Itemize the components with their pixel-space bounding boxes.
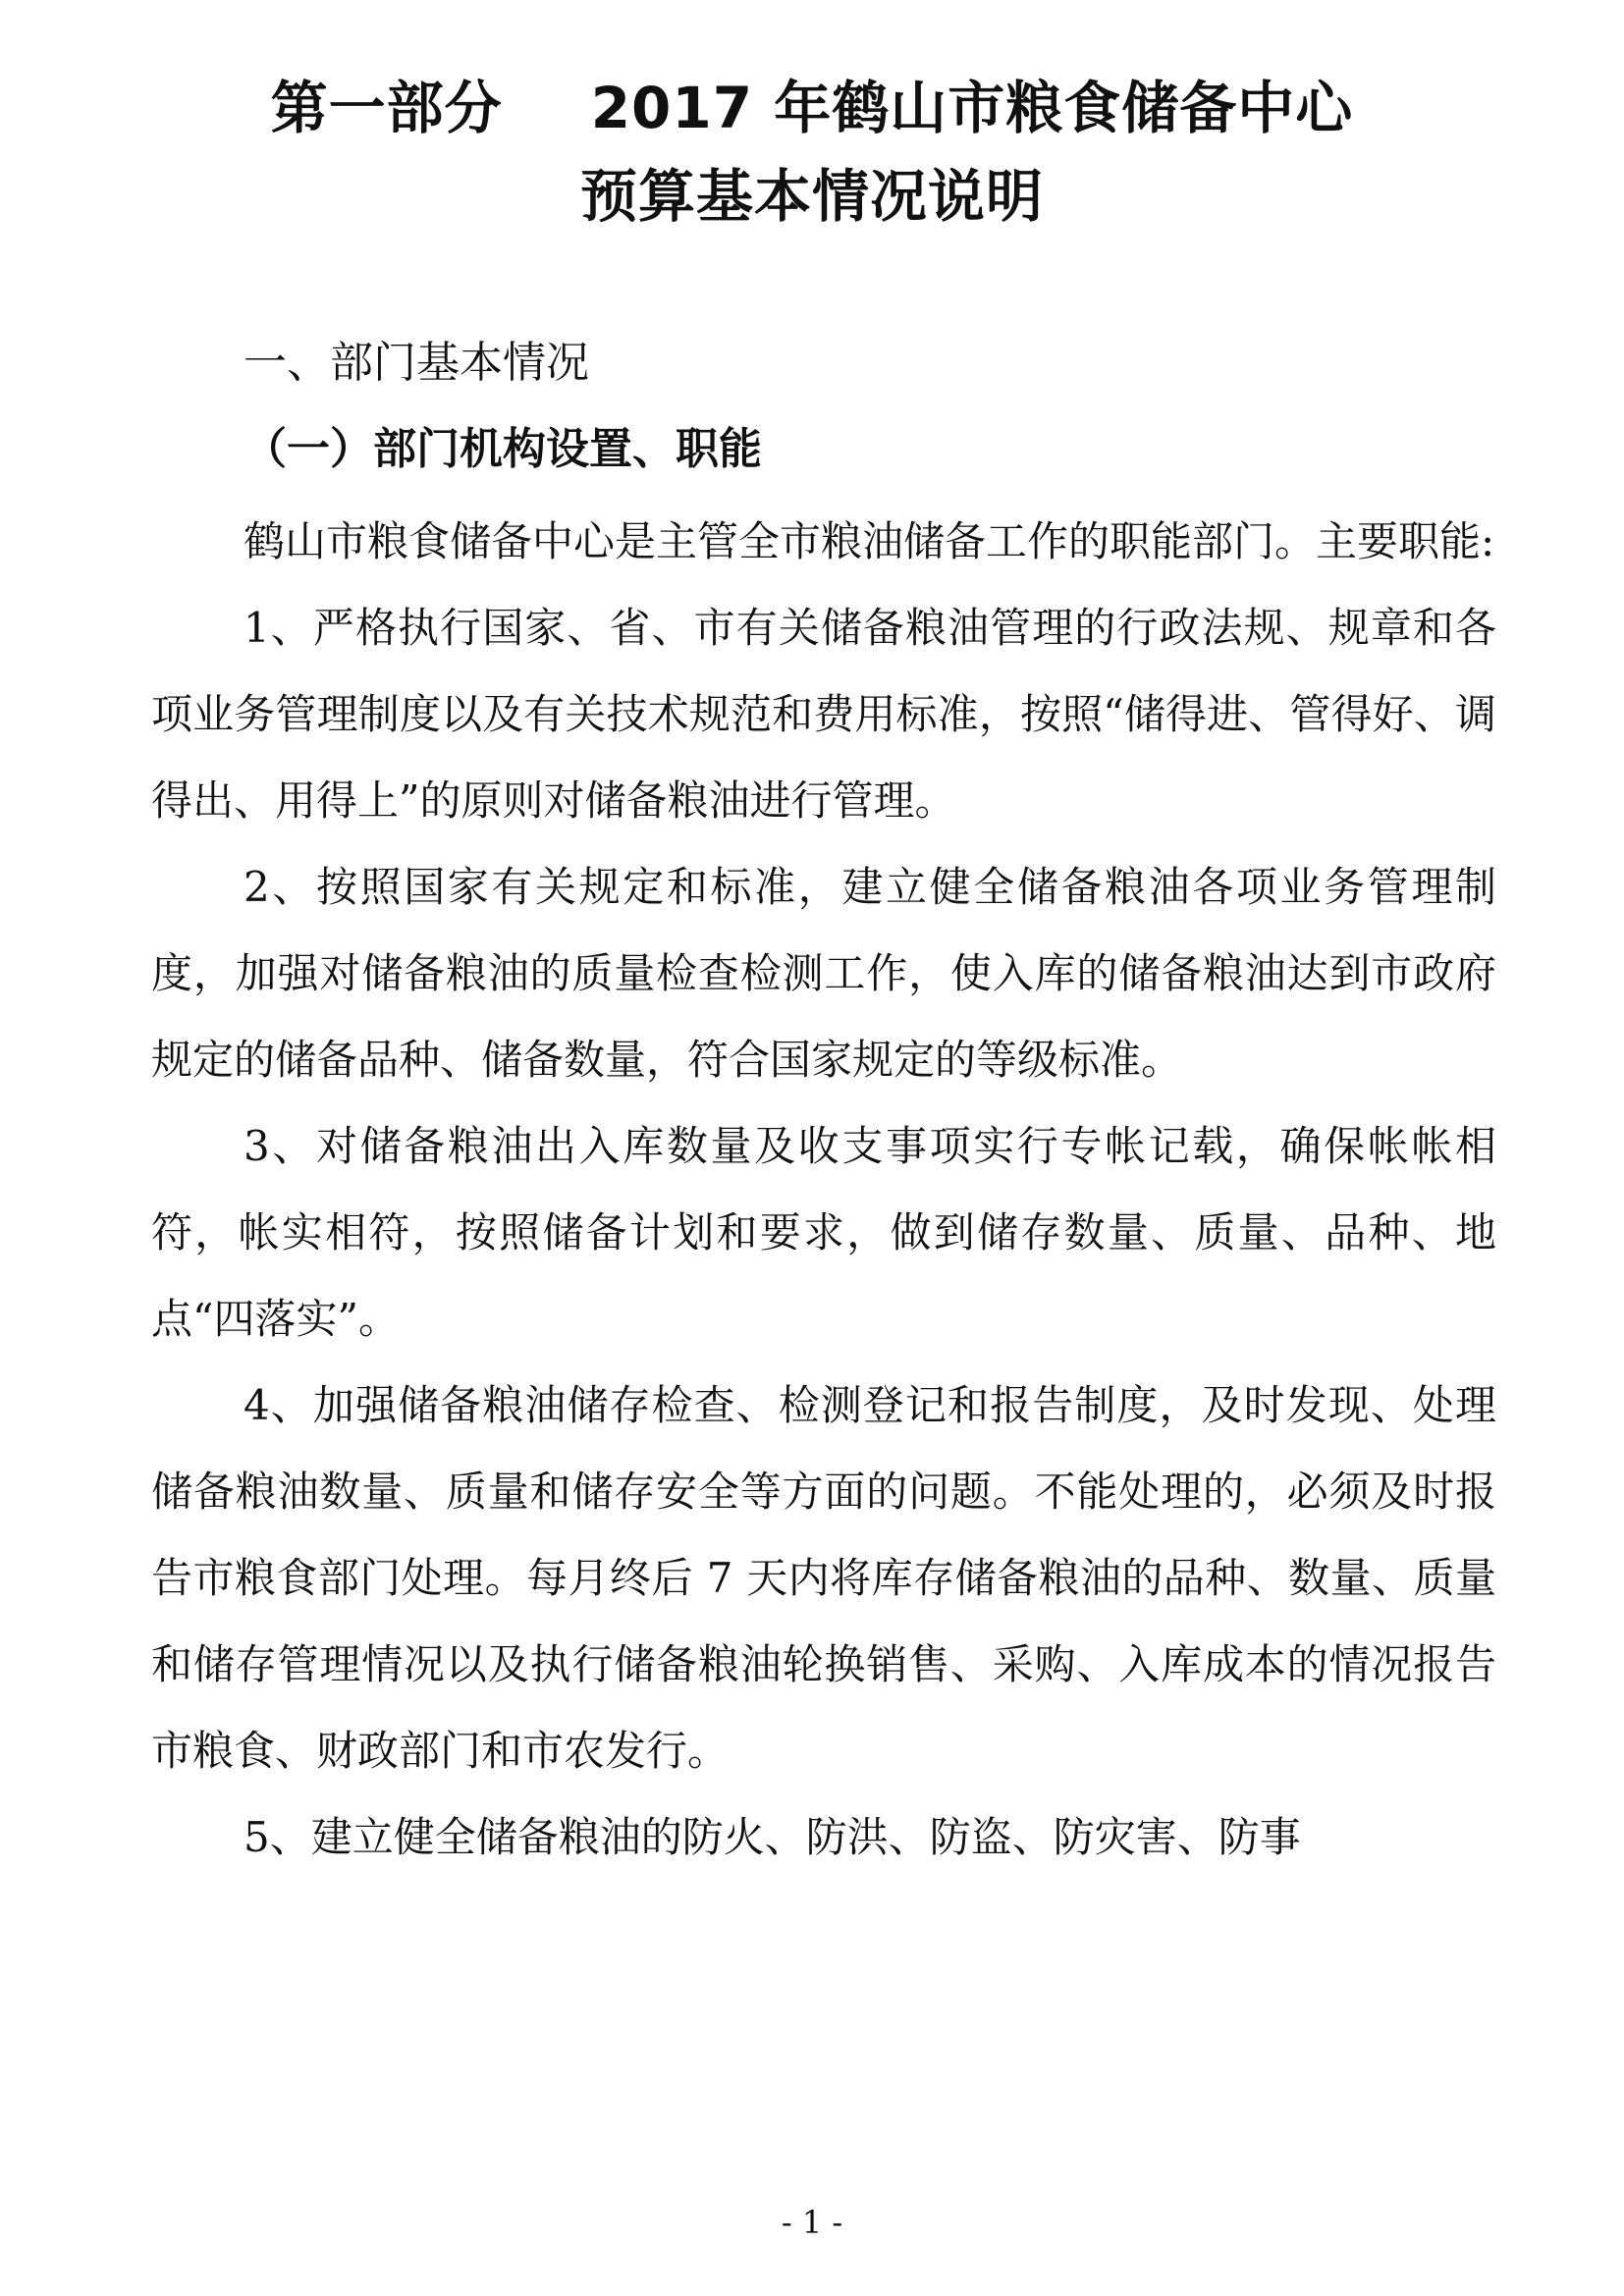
paragraph-duty-1: 1、严格执行国家、省、市有关储备粮油管理的行政法规、规章和各项业务管理制度以及有关技术规范和费用标准，按照“储得进、管得好、调得出、用得上”的原则对储备粮油进行管理。 — [151, 604, 1496, 825]
paragraph-duty-2: 2、按照国家有关规定和标准，建立健全储备粮油各项业务管理制度，加强对储备粮油的质量检查检测工作，使入库的储备粮油达到市政府规定的储备品种、储备数量，符合国家规定的等级标准。 — [151, 863, 1496, 1084]
document-title-line1 — [0, 69, 1624, 147]
title-part-label: 第一部分 — [270, 75, 503, 141]
section-heading-1-1: （一）部门机构设置、职能 — [244, 424, 762, 474]
page-number: - 1 - — [781, 2204, 843, 2241]
title-year-org: 2017 年鹤山市粮食储备中心 — [590, 75, 1354, 141]
paragraph-duty-3: 3、对储备粮油出入库数量及收支事项实行专帐记载，确保帐帐相符，帐实相符，按照储备计划和要求，做到储存数量、质量、品种、地点“四落实”。 — [151, 1122, 1496, 1343]
paragraph-duty-4: 4、加强储备粮油储存检查、检测登记和报告制度，及时发现、处理储备粮油数量、质量和储存安全等方面的问题。不能处理的，必须及时报告市粮食部门处理。每月终后 7 天内将库存储备粮油的品种、数量、质量和储存管理情况以及执行储备粮油轮换销售、采购、入库成本的情况报告市粮食、财政部门和市农发行。 — [151, 1381, 1496, 1775]
paragraph-intro: 鹤山市粮食储备中心是主管全市粮油储备工作的职能部门。主要职能: — [244, 517, 1495, 565]
body-text — [151, 499, 1496, 1881]
section-heading-1: 一、部门基本情况 — [244, 338, 589, 388]
paragraph-duty-5: 5、建立健全储备粮油的防火、防洪、防盗、防灾害、防事 — [244, 1813, 1301, 1861]
document-title-line2: 预算基本情况说明 — [579, 163, 1044, 230]
